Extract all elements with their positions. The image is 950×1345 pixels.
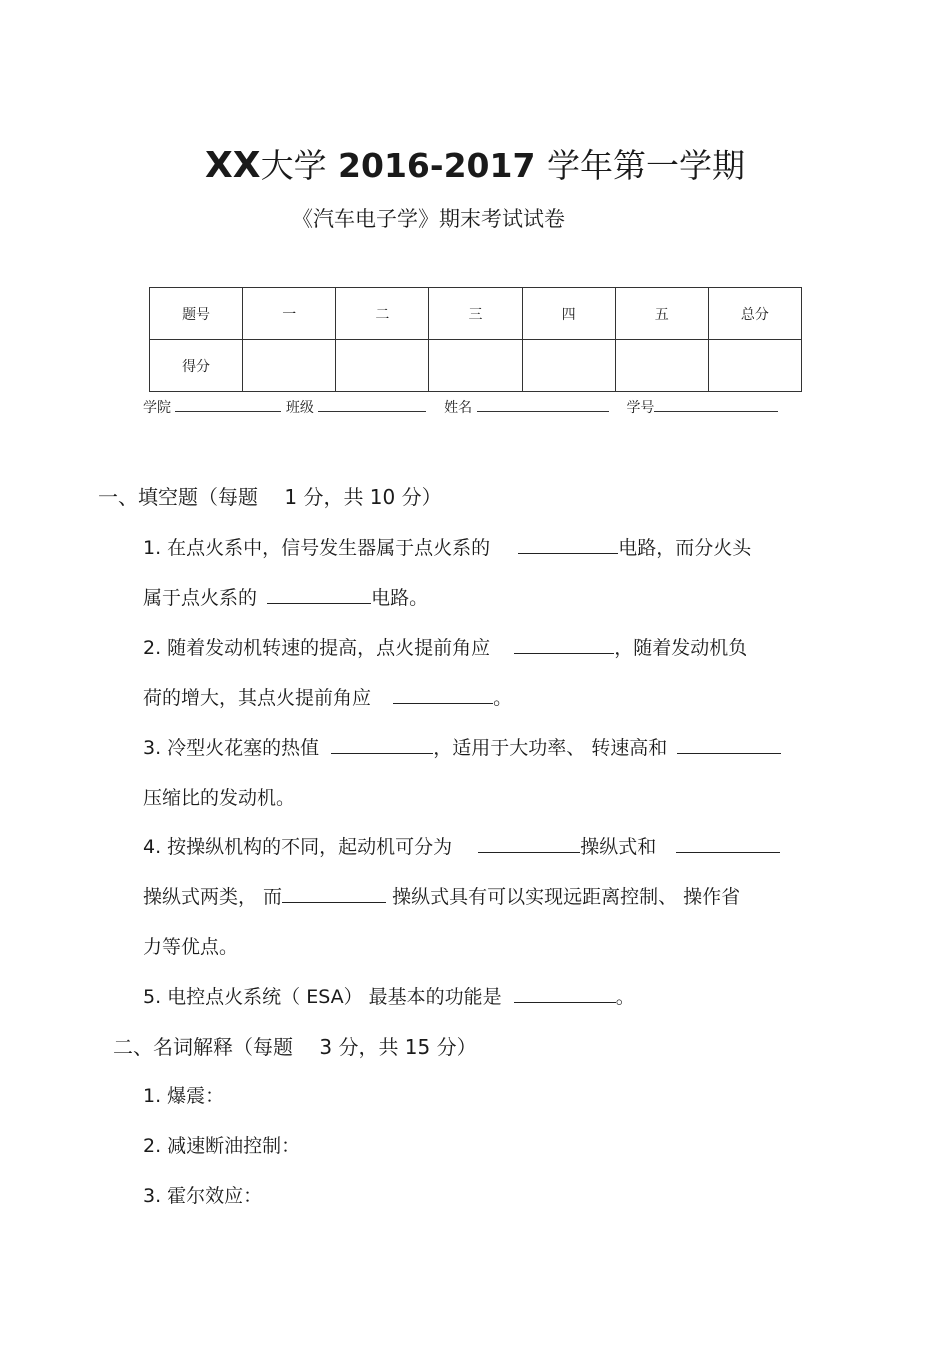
- title-years: 2016-2017: [326, 146, 547, 185]
- question-text: 3. 冷型火花塞的热值: [143, 737, 320, 759]
- class-field[interactable]: [318, 397, 426, 412]
- class-label: 班级: [285, 400, 314, 416]
- student-info-line: [143, 397, 778, 417]
- answer-blank[interactable]: [514, 635, 614, 654]
- question-3-line-1: [143, 733, 781, 760]
- title-term: 学年第一学期: [546, 146, 745, 185]
- score-cell[interactable]: [708, 340, 801, 392]
- answer-blank[interactable]: [677, 735, 781, 754]
- table-cell: 四: [522, 288, 615, 340]
- question-text: 电路。: [371, 587, 429, 609]
- question-1-line-2: [143, 583, 428, 610]
- table-cell: 题号: [150, 288, 243, 340]
- question-text: ，适用于大功率、 转速高和: [433, 737, 668, 759]
- question-text: 5. 电控点火系统（ ESA） 最基本的功能是: [143, 986, 502, 1008]
- question-2-line-1: [143, 633, 747, 660]
- title-xx: XX: [205, 145, 261, 186]
- exam-subtitle: 《汽车电子学》期末考试试卷: [292, 207, 565, 231]
- name-label: 姓名: [444, 400, 473, 416]
- table-cell: 得分: [150, 340, 243, 392]
- term-item-1: 1. 爆震：: [143, 1085, 225, 1107]
- student-id-label: 学号: [626, 400, 655, 416]
- answer-blank[interactable]: [514, 984, 616, 1003]
- score-table: [149, 287, 802, 392]
- question-4-line-3: 力等优点。: [143, 936, 239, 958]
- college-label: 学院: [143, 400, 171, 416]
- question-4-line-1: [143, 832, 780, 859]
- score-cell[interactable]: [336, 340, 429, 392]
- answer-blank[interactable]: [282, 884, 386, 903]
- answer-blank[interactable]: [393, 685, 493, 704]
- term-item-3: 3. 霍尔效应：: [143, 1185, 263, 1207]
- score-cell[interactable]: [429, 340, 522, 392]
- table-cell: 二: [336, 288, 429, 340]
- question-text: 操纵式两类， 而: [143, 886, 283, 908]
- question-text: 荷的增大，其点火提前角应: [143, 687, 372, 709]
- student-id-field[interactable]: [654, 397, 778, 412]
- question-2-line-2: [143, 683, 512, 710]
- answer-blank[interactable]: [676, 834, 780, 853]
- table-cell: 一: [243, 288, 336, 340]
- score-cell[interactable]: [522, 340, 615, 392]
- name-field[interactable]: [477, 397, 609, 412]
- exam-title: [0, 140, 950, 187]
- term-item-2: 2. 减速断油控制：: [143, 1135, 301, 1157]
- college-field[interactable]: [175, 397, 281, 412]
- score-cell[interactable]: [243, 340, 336, 392]
- question-4-line-2: [143, 882, 740, 909]
- table-cell: 五: [615, 288, 708, 340]
- question-text: 。: [493, 687, 513, 709]
- question-text: 电路，而分火头: [618, 537, 752, 559]
- question-text: 。: [615, 986, 635, 1008]
- score-table-header-row: [150, 288, 802, 340]
- question-5: [143, 982, 635, 1009]
- question-text: 2. 随着发动机转速的提高，点火提前角应: [143, 637, 491, 659]
- question-1-line-1: [143, 533, 751, 560]
- question-text: 操纵式和: [580, 836, 657, 858]
- score-table-score-row: [150, 340, 802, 392]
- table-cell: 总分: [708, 288, 801, 340]
- question-text: ，随着发动机负: [614, 637, 748, 659]
- question-text: 操纵式具有可以实现远距离控制、 操作省: [392, 886, 741, 908]
- score-cell[interactable]: [615, 340, 708, 392]
- section2-heading: 二、名词解释（每题 3 分，共 15 分）: [113, 1035, 477, 1059]
- answer-blank[interactable]: [267, 585, 371, 604]
- question-text: 4. 按操纵机构的不同，起动机可分为: [143, 836, 453, 858]
- title-university: 大学: [260, 146, 327, 185]
- table-cell: 三: [429, 288, 522, 340]
- section1-heading: 一、填空题（每题 1 分，共 10 分）: [98, 485, 442, 509]
- question-3-line-2: 压缩比的发动机。: [143, 787, 296, 809]
- question-text: 属于点火系的: [143, 587, 258, 609]
- answer-blank[interactable]: [518, 535, 618, 554]
- answer-blank[interactable]: [478, 834, 580, 853]
- question-text: 1. 在点火系中，信号发生器属于点火系的: [143, 537, 491, 559]
- answer-blank[interactable]: [331, 735, 433, 754]
